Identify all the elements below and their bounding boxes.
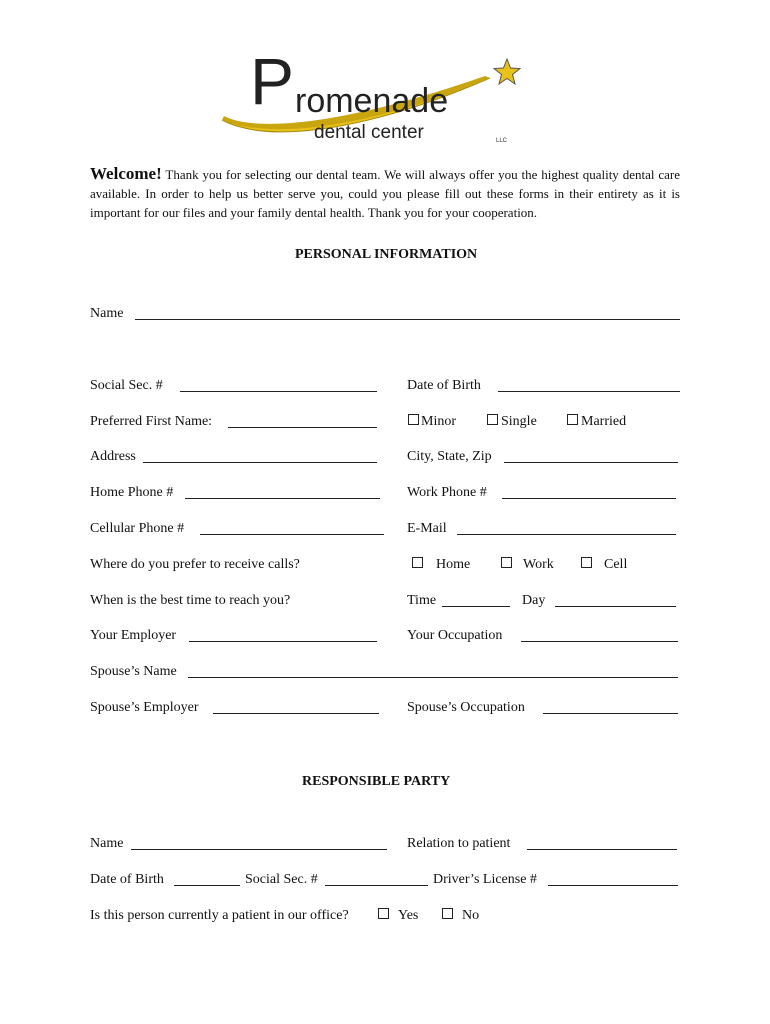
logo-llc: LLC	[496, 138, 508, 144]
personal-info-heading: PERSONAL INFORMATION	[295, 247, 478, 262]
married-checkbox[interactable]	[567, 414, 578, 425]
spouse-occupation-label: Spouse’s Occupation	[407, 700, 525, 715]
spouse-occupation-field[interactable]	[543, 713, 678, 714]
welcome-text: Welcome!	[90, 164, 162, 183]
current-patient-label: Is this person currently a patient in our office?	[90, 908, 349, 923]
relation-field[interactable]	[527, 849, 677, 850]
logo-big-p: P	[250, 44, 295, 118]
spouse-name-field[interactable]	[188, 677, 678, 678]
single-label: Single	[501, 414, 537, 429]
preferred-name-field[interactable]	[228, 427, 377, 428]
minor-label: Minor	[421, 414, 456, 429]
logo	[210, 44, 530, 150]
married-label: Married	[581, 414, 627, 429]
home-phone-label: Home Phone #	[90, 485, 174, 500]
occupation-field[interactable]	[521, 641, 678, 642]
occupation-label: Your Occupation	[407, 628, 503, 643]
day-field[interactable]	[555, 606, 676, 607]
home-phone-field[interactable]	[185, 498, 380, 499]
work-phone-label: Work Phone #	[407, 485, 487, 500]
prefer-calls-label: Where do you prefer to receive calls?	[90, 557, 300, 572]
cell-checkbox[interactable]	[581, 557, 592, 568]
employer-label: Your Employer	[90, 628, 177, 643]
dob-field[interactable]	[498, 391, 680, 392]
single-checkbox[interactable]	[487, 414, 498, 425]
rp-dob-field[interactable]	[174, 885, 240, 886]
dob-label: Date of Birth	[407, 378, 481, 393]
ssn-field[interactable]	[180, 391, 377, 392]
home-checkbox[interactable]	[412, 557, 423, 568]
cell-label: Cell	[604, 557, 628, 572]
address-field[interactable]	[143, 462, 377, 463]
yes-checkbox[interactable]	[378, 908, 389, 919]
intro-paragraph	[90, 164, 680, 222]
city-label: City, State, Zip	[407, 449, 492, 464]
responsible-party-heading: RESPONSIBLE PARTY	[302, 774, 451, 789]
spouse-employer-label: Spouse’s Employer	[90, 700, 199, 715]
city-field[interactable]	[504, 462, 678, 463]
yes-label: Yes	[398, 908, 419, 923]
star-icon	[492, 58, 522, 86]
employer-field[interactable]	[189, 641, 377, 642]
cell-phone-label: Cellular Phone #	[90, 521, 185, 536]
address-label: Address	[90, 449, 136, 464]
no-checkbox[interactable]	[442, 908, 453, 919]
home-label: Home	[436, 557, 471, 572]
work-checkbox[interactable]	[501, 557, 512, 568]
spouse-name-label: Spouse’s Name	[90, 664, 177, 679]
license-label: Driver’s License #	[433, 872, 537, 887]
logo-brand: romenade	[295, 82, 449, 120]
name-label: Name	[90, 306, 124, 321]
work-label: Work	[523, 557, 554, 572]
rp-ssn-field[interactable]	[325, 885, 428, 886]
best-time-label: When is the best time to reach you?	[90, 593, 291, 608]
email-label: E-Mail	[407, 521, 447, 536]
license-field[interactable]	[548, 885, 678, 886]
day-label: Day	[522, 593, 546, 608]
ssn-label: Social Sec. #	[90, 378, 163, 393]
rp-dob-label: Date of Birth	[90, 872, 164, 887]
relation-label: Relation to patient	[407, 836, 511, 851]
intro-text: Thank you for selecting our dental team. We will always offer you the highest quality dental care available. In order to help us better serve you, could you please fill out these forms in their entirety as it is important for our files and your family dental health. Thank you for your cooperation.	[90, 167, 681, 220]
time-field[interactable]	[442, 606, 510, 607]
spouse-employer-field[interactable]	[213, 713, 379, 714]
rp-name-field[interactable]	[131, 849, 387, 850]
no-label: No	[462, 908, 480, 923]
minor-checkbox[interactable]	[408, 414, 419, 425]
time-label: Time	[407, 593, 437, 608]
rp-ssn-label: Social Sec. #	[245, 872, 318, 887]
name-field[interactable]	[135, 319, 680, 320]
logo-subtitle: dental center	[314, 122, 424, 143]
cell-phone-field[interactable]	[200, 534, 384, 535]
email-field[interactable]	[457, 534, 676, 535]
rp-name-label: Name	[90, 836, 124, 851]
work-phone-field[interactable]	[502, 498, 676, 499]
preferred-name-label: Preferred First Name:	[90, 414, 213, 429]
